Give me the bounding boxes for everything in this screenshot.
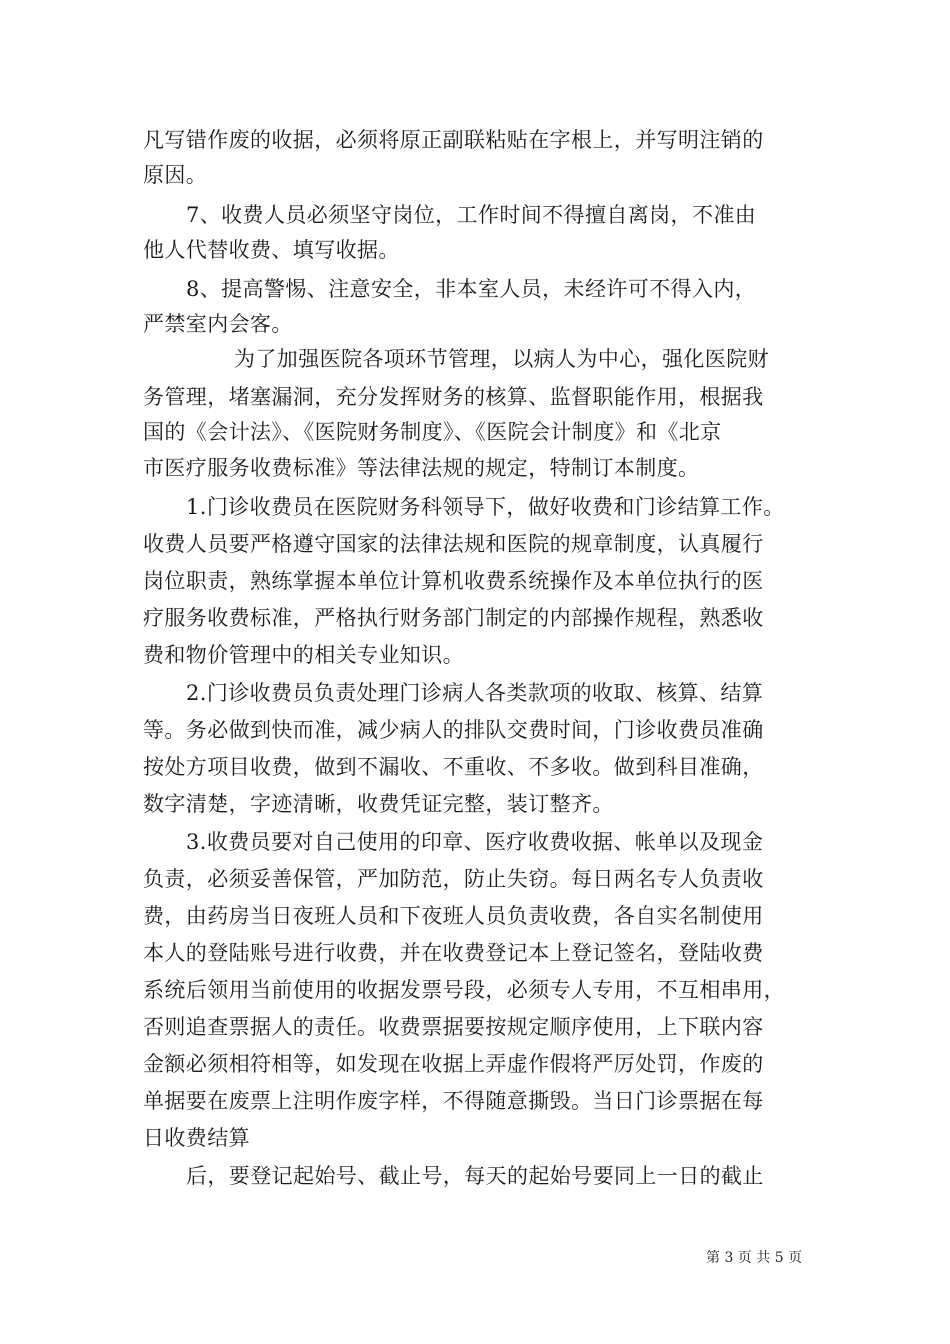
text-line: 国的《会计法》、《医院财务制度》、《医院会计制度》和《北京	[143, 420, 722, 444]
text-line: 2.门诊收费员负责处理门诊病人各类款项的收取、核算、结算	[186, 681, 764, 705]
text-line: 费，由药房当日夜班人员和下夜班人员负责收费，各自实名制使用	[143, 904, 764, 928]
text-line: 原因。	[143, 163, 208, 187]
text-line: 本人的登陆账号进行收费，并在收费登记本上登记签名，登陆收费	[143, 941, 764, 965]
text-line: 岗位职责，熟练掌握本单位计算机收费系统操作及本单位执行的医	[143, 569, 764, 593]
text-line: 疗服务收费标准，严格执行财务部门制定的内部操作规程，熟悉收	[143, 606, 764, 630]
text-line: 费和物价管理中的相关专业知识。	[143, 643, 464, 667]
text-line: 负责，必须妥善保管，严加防范，防止失窃。每日两名专人负责收	[143, 867, 764, 891]
text-line: 按处方项目收费，做到不漏收、不重收、不多收。做到科目准确，	[143, 755, 764, 779]
page-number: 第 3 页 共 5 页	[706, 1250, 803, 1266]
text-line: 1.门诊收费员在医院财务科领导下，做好收费和门诊结算工作。	[186, 495, 785, 519]
text-line: 3.收费员要对自己使用的印章、医疗收费收据、帐单以及现金	[186, 830, 764, 854]
text-line: 凡写错作废的收据，必须将原正副联粘贴在字根上，并写明注销的	[143, 128, 764, 152]
text-line: 严禁室内会客。	[143, 312, 293, 336]
text-line: 后，要登记起始号、截止号，每天的起始号要同上一日的截止	[186, 1164, 764, 1188]
text-line: 务管理，堵塞漏洞，充分发挥财务的核算、监督职能作用，根据我	[143, 385, 764, 409]
text-line: 他人代替收费、填写收据。	[143, 238, 400, 262]
text-line: 单据要在废票上注明作废字样，不得随意撕毁。当日门诊票据在每	[143, 1089, 764, 1113]
text-line: 金额必须相符相等，如发现在收据上弄虚作假将严厉处罚，作废的	[143, 1052, 764, 1076]
text-line: 否则追查票据人的责任。收费票据要按规定顺序使用，上下联内容	[143, 1015, 764, 1039]
text-line: 8、提高警惕、注意安全，非本室人员，未经许可不得入内，	[186, 277, 757, 301]
text-line: 日收费结算	[143, 1126, 250, 1150]
text-line: 市医疗服务收费标准》等法律法规的规定，特制订本制度。	[143, 456, 700, 480]
text-line: 数字清楚，字迹清晰，收费凭证完整，装订整齐。	[143, 792, 614, 816]
text-line: 等。务必做到快而准，减少病人的排队交费时间，门诊收费员准确	[143, 718, 764, 742]
text-line: 收费人员要严格遵守国家的法律法规和医院的规章制度，认真履行	[143, 532, 764, 556]
text-line: 为了加强医院各项环节管理，以病人为中心，强化医院财	[234, 347, 769, 371]
text-line: 7、收费人员必须坚守岗位，工作时间不得擅自离岗，不准由	[186, 203, 757, 227]
text-line: 系统后领用当前使用的收据发票号段，必须专人专用，不互相串用，	[143, 978, 785, 1002]
